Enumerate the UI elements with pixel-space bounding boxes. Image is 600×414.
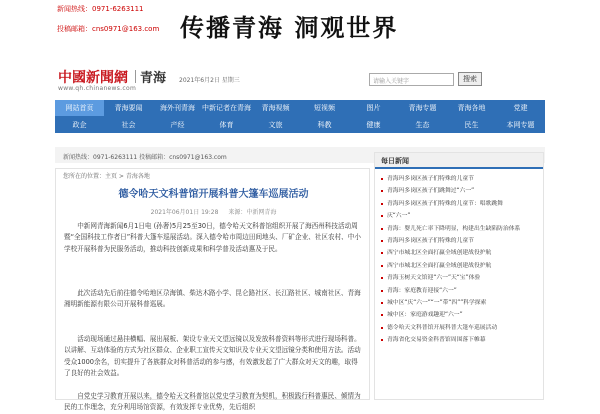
nav-item[interactable]: 体育 [219,121,234,129]
nav-item[interactable]: 党建 [513,104,528,112]
breadcrumb[interactable]: 您所在的位置：主页 > 青海各地 [63,173,150,180]
nav-item[interactable]: 产经 [170,121,185,129]
nav-item[interactable]: 青海各地 [457,104,486,112]
sidebar-news-link[interactable]: 青海省化交易资金科普馆周围落下帷幕 [375,334,543,346]
sidebar-news-link[interactable]: 城中区“庆“六一”“一”带“四””科学探索 [375,297,543,309]
channel-name: 青海 [140,71,167,86]
nav-item[interactable]: 图片 [366,104,381,112]
search-input[interactable]: 请输入关键字 [369,73,454,86]
banner-slogan: 传播青海 洞观世界 [180,14,399,42]
nav-row-primary [55,100,545,116]
nav-item[interactable]: 科教 [317,121,332,129]
sidebar-news-link[interactable]: 青海玉树天文馆迎“六一”天“宝”体验 [375,272,543,284]
article-date: 2021年06月01日 19:28 [150,209,219,216]
article-panel [55,168,370,412]
email-info [57,24,159,34]
article-paragraph: 活动现场通过悬挂横幅、展出展板、架设专业天文望远镜以及发放科普资料等形式进行现场科普。以讲解、互动体验的方式为社区群众、企业职工宣传天文知识及专业天文望远镜分类和使用方法。活动受众1000余名，切实提升了各族群众对科普活动的参与感，有效激发起了广大群众对天文的趣，取得了良好的社会效益。 [64,335,361,377]
hotline-info [57,4,144,14]
nav-item[interactable]: 社会 [121,121,136,129]
hotline-value: 0971-6263111 [92,5,144,13]
sidebar-news-link[interactable]: 德令哈天文科普馆开展科普大篷车巡展活动 [375,322,543,334]
main-nav [55,100,545,133]
sidebar-news-link[interactable]: 庆“六一” [375,210,543,222]
nav-item[interactable]: 青海视频 [261,104,290,112]
sidebar-news-link[interactable]: 青海：婴儿死亡率下降明显，构建出生缺陷防治体系 [375,223,543,235]
email-label: 投稿邮箱： [57,25,92,33]
article-paragraph: 中新网青海新闻6月1日电 (孙奢)5月25至30日，德令哈天文科普馆组织开展了海西州科技活动周暨“全国科技工作者日”科普大篷车巡展活动。深入德令哈市周边田间地头、厂矿企业、社区农村、中小学校开展科普为民服务活动，推动科技创新成果和科学普及活动惠及于民。 [64,222,361,253]
email-value[interactable]: cns0971@163.com [92,25,160,33]
nav-item[interactable]: 短视频 [314,104,335,112]
article-meta [56,207,371,216]
logo-divider [135,70,136,83]
contact-bar: 新闻热线：0971-6263111 投稿邮箱：cns0971@163.com [55,147,545,163]
site-logo[interactable]: 中國新聞網 [58,70,128,86]
nav-item[interactable]: 生态 [415,121,430,129]
hotline-label: 新闻热线： [57,5,92,13]
nav-item[interactable]: 中新记者在青海 [202,104,251,112]
nav-item[interactable]: 海外刊青海 [160,104,195,112]
nav-item[interactable]: 民生 [464,121,479,129]
search-button[interactable]: 搜索 [458,72,482,86]
sidebar-news-link[interactable]: 青海玛多岗区孩子们跳舞过“六一” [375,185,543,197]
sidebar-news-link[interactable]: 青海玛多岗区孩子们特殊的儿童节 [375,173,543,185]
sidebar-news-link[interactable]: 青海：家庭教育迎接“六一” [375,285,543,297]
nav-item[interactable]: 本网专题 [506,121,535,129]
sidebar-news-list [375,173,543,346]
nav-item[interactable]: 文旅 [268,121,283,129]
nav-item[interactable]: 青海要闻 [114,104,143,112]
nav-row-secondary [55,117,545,133]
nav-item[interactable]: 健康 [366,121,381,129]
site-url: www.qh.chinanews.com [58,85,137,92]
daily-news-sidebar [374,152,544,400]
article-paragraph: 自党史学习教育开展以来，德令哈天文科普馆以党史学习教育为契机，积极践行科普惠民、倾情为民的工作理念，充分利用场馆资源，有效发挥专业优势，先后组织 [64,392,361,412]
article-title: 德令哈天文科普馆开展科普大篷车巡展活动 [118,189,309,200]
sidebar-news-link[interactable]: 西宁市城北区全面打赢全域创建战役护航 [375,247,543,259]
site-header [0,66,600,96]
sidebar-news-link[interactable]: 西宁市城北区全面打赢全域创建战役护航 [375,260,543,272]
sidebar-news-link[interactable]: 青海玛多岗区孩子们特殊的儿童节 [375,235,543,247]
sidebar-news-link[interactable]: 青海玛多岗区孩子们特殊的儿童节：唱歌跳舞 [375,198,543,210]
article-source: 来源：中新网青海 [228,209,277,216]
sidebar-news-link[interactable]: 城中区：家庭游戏趣迎“六一” [375,309,543,321]
nav-item[interactable]: 青海专题 [408,104,437,112]
sidebar-heading: 每日新闻 [375,153,543,169]
top-banner [0,0,600,46]
nav-item[interactable]: 政企 [72,121,87,129]
nav-item[interactable]: 网站首页 [55,100,104,116]
current-date: 2021年6月2日 星期三 [179,77,240,84]
article-paragraph: 此次活动先后前往德令哈地区尕海镇、柴达木路小学、昆仑路社区、长江路社区、城南社区、青海湘明新能源有限公司开展科普巡展。 [64,289,361,309]
